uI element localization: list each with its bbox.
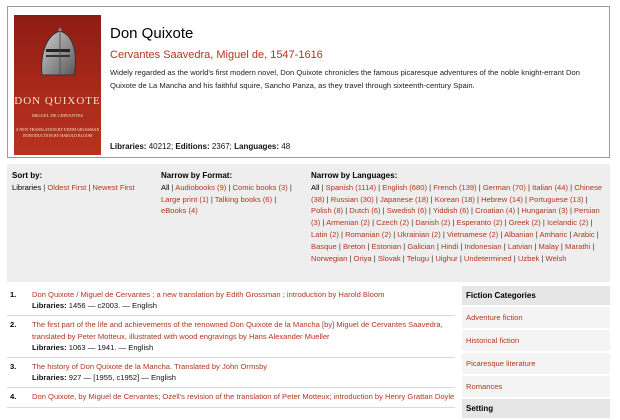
result-stats-value: 1063 — 1941. — English [68,342,154,352]
format-filter-link[interactable]: eBooks (4) [161,206,198,216]
format-list: All | Audiobooks (9) | Comic books (3) | Large print (1) | Talking books (6) | eBooks (4) [161,182,292,216]
book-description: Widely regarded as the world's first modern novel, Don Quixote chronicles the famous picaresque adventures of the noble knight-errant Don Quixote de La Mancha and his faithful squire, Sancho Panza, as they travel through sixteenth-century Spain. [110,68,580,90]
sort-list: Libraries | Oldest First | Newest First [12,182,135,192]
results-list [7,286,455,408]
language-filter-link[interactable]: Persian (3) [311,206,600,228]
language-filter-link[interactable]: Korean (18) [434,194,475,204]
language-filter-link[interactable]: Portuguese (13) [529,194,584,204]
result-number: 3. [10,362,17,372]
result-title-link[interactable]: The history of Don Quixote de la Mancha. Translated by John Ormsby [32,362,268,372]
language-filter-link[interactable]: Telugu [406,253,430,263]
format-filter-link[interactable]: Comic books (3) [232,182,288,192]
book-cover-image[interactable] [14,15,101,155]
language-filter-link[interactable]: Galician [407,241,435,251]
language-filter-link[interactable]: French (139) [433,182,477,192]
language-filter-link[interactable]: Chinese (38) [311,182,603,204]
sort-oldest-link[interactable]: Oldest First [47,182,87,192]
sort-heading: Sort by: [12,171,43,180]
language-filter-link[interactable]: Hebrew (14) [481,194,523,204]
sort-current: Libraries [12,182,42,192]
language-filter-link[interactable]: Breton [342,241,366,251]
language-filter-link[interactable]: Italian (44) [532,182,569,192]
language-filter-link[interactable]: Undetermined [463,253,512,263]
language-list: All | Spanish (1114) | English (680) | French (139) | German (70) | Italian (44) | Chinese (38) | Russian (30) | Japanese (18) | Korean (18) | Hebrew (14) | Portuguese (13) | Polish (8) | Dutch (6) | Swedish (6) | Yiddish (6) | Croatian (4) | Hungarian (3) | Persian (3) | Armenian (2) | Czech (2) | Danish (2) | Esperanto (2) | Greek (2) | Icelandic (2) | Latin (2) | Romanian (2) | Ukrainian (2) | Vietnamese (2) | Albanian | Amharic | Arabic | Basque | Breton | Estonian | Galician | Hindi | Indonesian | Latvian | Malay | Marathi | Norwegian | Oriya | Slovak | Telugu | Uighur | Undetermined | Uzbek | Welsh [311,182,603,263]
editions-count: 2367 [211,142,230,151]
language-filter-link[interactable]: Greek (2) [508,218,541,228]
format-filter [161,170,303,217]
sort-options [12,170,152,194]
language-filter-link[interactable]: Latvian [507,241,533,251]
language-filter-link[interactable]: Armenian (2) [326,218,370,228]
result-number: 4. [10,392,17,402]
result-number: 2. [10,320,17,330]
format-filter-link[interactable]: Audiobooks (9) [175,182,227,192]
list-item [7,316,455,358]
language-filter-link[interactable]: Latin (2) [311,229,339,239]
language-filter-link[interactable]: German (70) [482,182,526,192]
language-filter-link[interactable]: Basque [311,241,337,251]
language-filter-link[interactable]: Slovak [377,253,401,263]
book-title: Don Quixote [110,25,194,42]
format-filter-link[interactable]: Talking books (6) [214,194,273,204]
result-stats-value: 1456 — c2003. — English [68,301,157,311]
language-filter-link[interactable]: Danish (2) [415,218,451,228]
setting-heading: Setting [462,399,610,418]
language-filter-link[interactable]: Swedish (6) [386,206,427,216]
format-heading: Narrow by Format: [161,171,233,180]
cover-author: MIGUEL DE CERVANTES [31,113,84,118]
cover-title: DON QUIXOTE [14,95,101,107]
cover-translator: A NEW TRANSLATION BY EDITH GROSSMAN [15,127,100,132]
book-stats: Libraries: 40212; Editions: 2367; Languages: 48 [110,142,291,151]
languages-label: Languages: [234,142,280,151]
cover-introduction: INTRODUCTION BY HAROLD BLOOM [22,133,93,138]
language-filter-link[interactable]: Malay [538,241,559,251]
language-filter-link[interactable]: Czech (2) [376,218,410,228]
helmet-icon [30,25,86,81]
language-filter-link[interactable]: Polish (8) [311,206,344,216]
result-title-link[interactable]: Don Quixote / Miguel de Cervantes ; a new translation by Edith Grossman ; introduction by Harold Bloom [32,290,385,299]
editions-label: Editions: [175,142,210,151]
language-filter-link[interactable]: Norwegian [311,253,348,263]
result-libraries-label: Libraries: [32,301,67,311]
result-number: 1. [10,290,17,299]
fiction-categories-heading: Fiction Categories [462,286,610,305]
language-filter-link[interactable]: Vietnamese (2) [446,229,499,239]
language-filter-link[interactable]: Russian (30) [330,194,374,204]
language-filter-link[interactable]: Amharic [539,229,568,239]
language-filter-link[interactable]: Esperanto (2) [456,218,503,228]
format-all: All [161,182,170,192]
result-stats [32,343,153,352]
libraries-label: Libraries: [110,142,147,151]
language-filter-link[interactable]: Croatian (4) [475,206,516,216]
libraries-count: 40212 [148,142,171,151]
result-libraries-label: Libraries: [32,373,67,383]
language-filter-link[interactable]: Uighur [435,253,458,263]
language-filter-link[interactable]: Estonian [371,241,402,251]
language-filter-link[interactable]: Arabic [573,229,595,239]
sort-newest-link[interactable]: Newest First [92,182,135,192]
language-filter-link[interactable]: Yiddish (6) [432,206,469,216]
list-item [7,388,455,407]
language-filter-link[interactable]: English (680) [382,182,427,192]
language-filter-link[interactable]: Uzbek [517,253,540,263]
language-all: All [311,182,320,192]
format-filter-link[interactable]: Large print (1) [161,194,209,204]
book-summary [7,6,610,158]
language-filter-link[interactable]: Indonesian [464,241,502,251]
language-filter-link[interactable]: Welsh [545,253,567,263]
cover-credits [14,127,101,139]
language-filter [311,170,607,264]
language-filter-link[interactable]: Marathi [565,241,591,251]
language-filter-link[interactable]: Japanese (18) [379,194,429,204]
result-stats-value: 927 — [1955, c1952] — English [68,373,176,383]
language-filter-link[interactable]: Dutch (6) [349,206,381,216]
facet-panel [7,164,610,282]
book-author-link[interactable]: Cervantes Saavedra, Miguel de, 1547-1616 [110,49,323,61]
result-stats [32,373,176,382]
result-stats [32,301,157,310]
language-filter-link[interactable]: Icelandic (2) [547,218,589,228]
language-filter-link[interactable]: Spanish (1114) [325,182,377,192]
language-filter-link[interactable]: Hungarian (3) [521,206,568,216]
result-title-link[interactable]: Don Quixote, by Miguel de Cervantes; Ozell's revision of the translation of Peter Motteux; introduction by Henry Grattan Doyle [32,392,455,402]
language-filter-link[interactable]: Hindi [440,241,459,251]
category-historical-fiction[interactable]: Historical fiction [462,330,610,351]
language-filter-link[interactable]: Ukrainian (2) [397,229,441,239]
list-item [7,286,455,316]
category-picaresque-literature[interactable]: Picaresque literature [462,353,610,374]
result-libraries-label: Libraries: [32,342,67,352]
result-title-link[interactable]: The first part of the life and achievements of the renowned Don Quixote de la Mancha [by] Miguel de Cervantes Saavedra, translated by Peter Motteux, illustrated with wood engravings by Hans Alexander Mueller [32,320,443,341]
language-filter-link[interactable]: Romanian (2) [345,229,392,239]
languages-count: 48 [281,142,291,151]
language-filter-link[interactable]: Albanian [504,229,534,239]
category-adventure-fiction[interactable]: Adventure fiction [462,307,610,328]
language-filter-link[interactable]: Oriya [353,253,372,263]
category-sidebar [462,286,610,420]
language-heading: Narrow by Languages: [311,171,398,180]
list-item [7,358,455,388]
category-romances[interactable]: Romances [462,376,610,397]
